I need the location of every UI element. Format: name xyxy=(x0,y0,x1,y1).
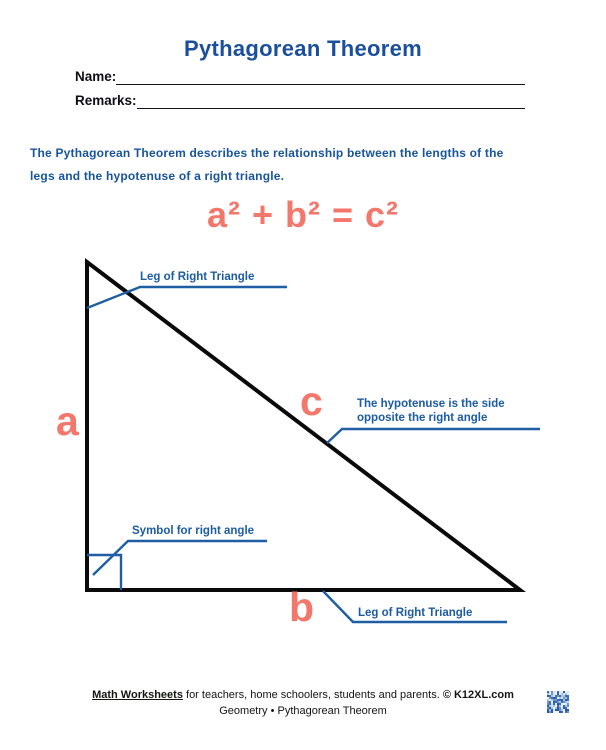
math-worksheets-link[interactable]: Math Worksheets xyxy=(92,689,183,701)
footer-credit-text: for teachers, home schoolers, students and parents. xyxy=(182,689,443,701)
side-a-label: a xyxy=(56,398,79,444)
remarks-write-line xyxy=(137,93,525,109)
name-write-line xyxy=(116,69,525,85)
hypotenuse-callout-line-2: opposite the right angle xyxy=(357,412,488,424)
top-leg-callout-label: Leg of Right Triangle xyxy=(140,271,255,283)
name-label: Name: xyxy=(75,69,117,84)
hypotenuse-callout-line-1: The hypotenuse is the side xyxy=(357,398,505,410)
hypotenuse-callout-label xyxy=(357,397,527,425)
remarks-field-row xyxy=(75,92,525,109)
right-angle-callout-label: Symbol for right angle xyxy=(132,525,255,537)
bottom-leg-callout-label: Leg of Right Triangle xyxy=(358,607,473,619)
page-title: Pythagorean Theorem xyxy=(184,36,422,61)
right-triangle-shape xyxy=(87,262,520,590)
footer-copyright[interactable]: © K12XL.com xyxy=(442,689,514,701)
callout-line-hypotenuse xyxy=(327,429,540,443)
callout-line-top-leg xyxy=(87,287,287,308)
callout-line-right-angle xyxy=(93,541,267,575)
remarks-label: Remarks: xyxy=(75,93,137,108)
right-angle-symbol xyxy=(87,555,121,590)
pythagorean-formula: a² + b² = c² xyxy=(206,194,400,235)
footer-credit-line xyxy=(0,687,606,703)
intro-line-1: The Pythagorean Theorem describes the relationship between the lengths of the xyxy=(30,146,504,160)
name-field-row xyxy=(75,68,525,85)
side-b-label: b xyxy=(289,584,315,630)
side-c-label: c xyxy=(300,378,323,424)
qr-stamp-icon xyxy=(547,691,569,713)
page-footer xyxy=(0,687,606,719)
intro-text xyxy=(30,142,550,187)
intro-line-2: legs and the hypotenuse of a right triangle. xyxy=(30,168,285,183)
footer-subtitle: Geometry • Pythagorean Theorem xyxy=(219,705,387,717)
